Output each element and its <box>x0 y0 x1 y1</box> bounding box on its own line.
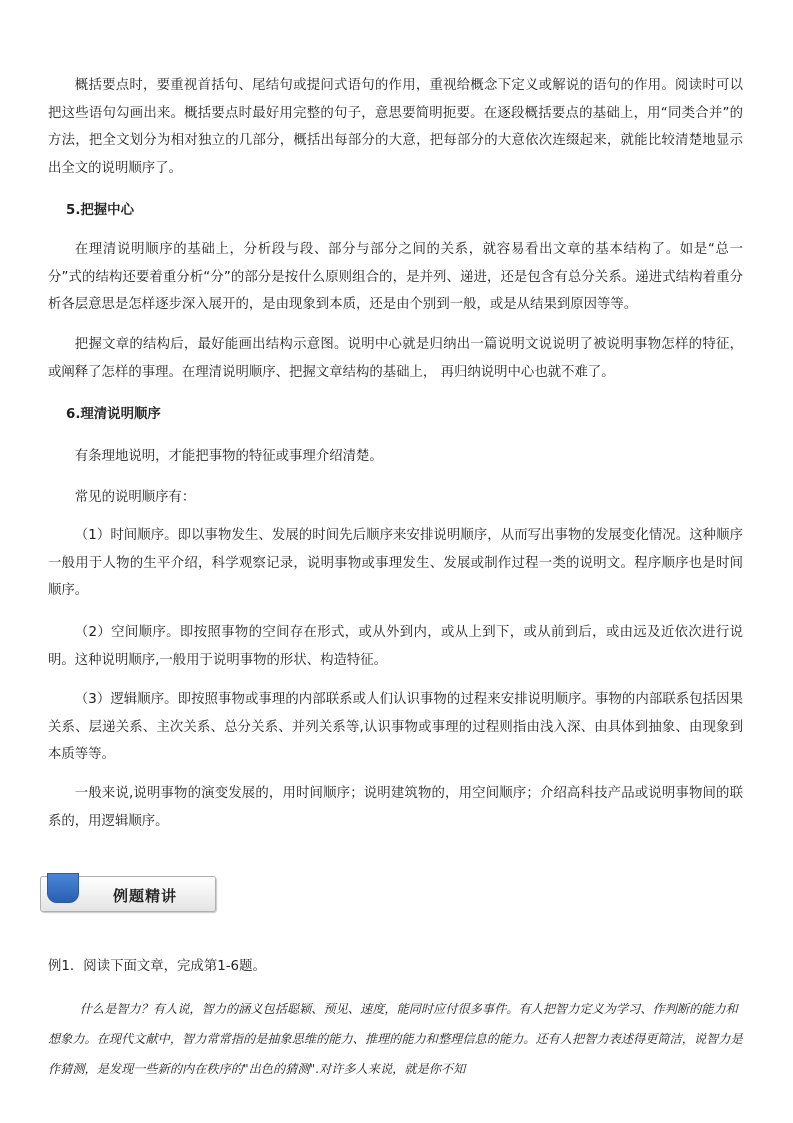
bookmark-tab-icon <box>47 873 79 903</box>
paragraph-common-orders: 常见的说明顺序有： <box>74 490 196 505</box>
paragraph-logic-order: （3）逻辑顺序。即按照事物或事理的内部联系或人们认识事物的过程来安排说明顺序。事物的内部联系包括因果关系、层递关系、主次关系、总分关系、并列关系等,认识事物或事理的过程则指由浅入深、由具体到抽象、由现象到本质等等。 <box>48 692 743 762</box>
paragraph-center: 把握文章的结构后，最好能画出结构示意图。说明中心就是归纳出一篇说明文说说明了被说明事物怎样的特征，或阐释了怎样的事理。在理清说明顺序、把握文章结构的基础上， 再归纳说明中心也就不难了。 <box>48 337 743 380</box>
section-heading-6: 6.理清说明顺序 <box>66 407 161 422</box>
paragraph-time-order: （1）时间顺序。即以事物发生、发展的时间先后顺序来安排说明顺序，从而写出事物的发展变化情况。这种顺序一般用于人物的生平介绍，科学观察记录，说明事物或事理发生、发展或制作过程一类的说明文。程序顺序也是时间顺序。 <box>48 528 743 598</box>
section-heading-5: 5.把握中心 <box>66 203 134 218</box>
example-passage: 什么是智力？有人说，智力的涵义包括聪颖、预见、速度，能同时应付很多事件。有人把智力定义为学习、作判断的能力和想象力。在现代文献中，智力常常指的是抽象思维的能力、推理的能力和整理信息的能力。还有人把智力表述得更简洁，说智力是作猜测，是发现一些新的内在秩序的"出色的猜测".对许多人来说，就是你不知 <box>48 1002 743 1076</box>
paragraph-orderly: 有条理地说明，才能把事物的特征或事理介绍清楚。 <box>74 449 383 464</box>
paragraph-space-order: （2）空间顺序。即按照事物的空间存在形式，或从外到内，或从上到下，或从前到后，或由远及近依次进行说明。这种说明顺序,一般用于说明事物的形状、构造特征。 <box>48 625 743 668</box>
paragraph-structure: 在理清说明顺序的基础上，分析段与段、部分与部分之间的关系，就容易看出文章的基本结构了。如是“总一分”式的结构还要着重分析“分”的部分是按什么原则组合的，是并列、递进，还是包含有总分关系。递进式结构着重分析各层意思是怎样逐步深入展开的，是由现象到本质，还是由个别到一般，或是从结果到原因等等。 <box>48 242 743 312</box>
banner-title: 例题精讲 <box>113 887 178 905</box>
example-question: 例1．阅读下面文章，完成第1-6题。 <box>48 959 266 974</box>
paragraph-summary-tips: 概括要点时，要重视首括句、尾结句或提问式语句的作用，重视给概念下定义或解说的语句的作用。阅读时可以把这些语句勾画出来。概括要点时最好用完整的句子，意思要简明扼要。在逐段概括要点的基础上，用“同类合并”的方法，把全文划分为相对独立的几部分，概括出每部分的大意，把每部分的大意依次连缀起来，就能比较清楚地显示出全文的说明顺序了。 <box>48 78 743 176</box>
paragraph-general: 一般来说,说明事物的演变发展的，用时间顺序；说明建筑物的，用空间顺序；介绍高科技产品或说明事物间的联系的，用逻辑顺序。 <box>48 786 743 829</box>
example-section-banner <box>40 876 216 912</box>
